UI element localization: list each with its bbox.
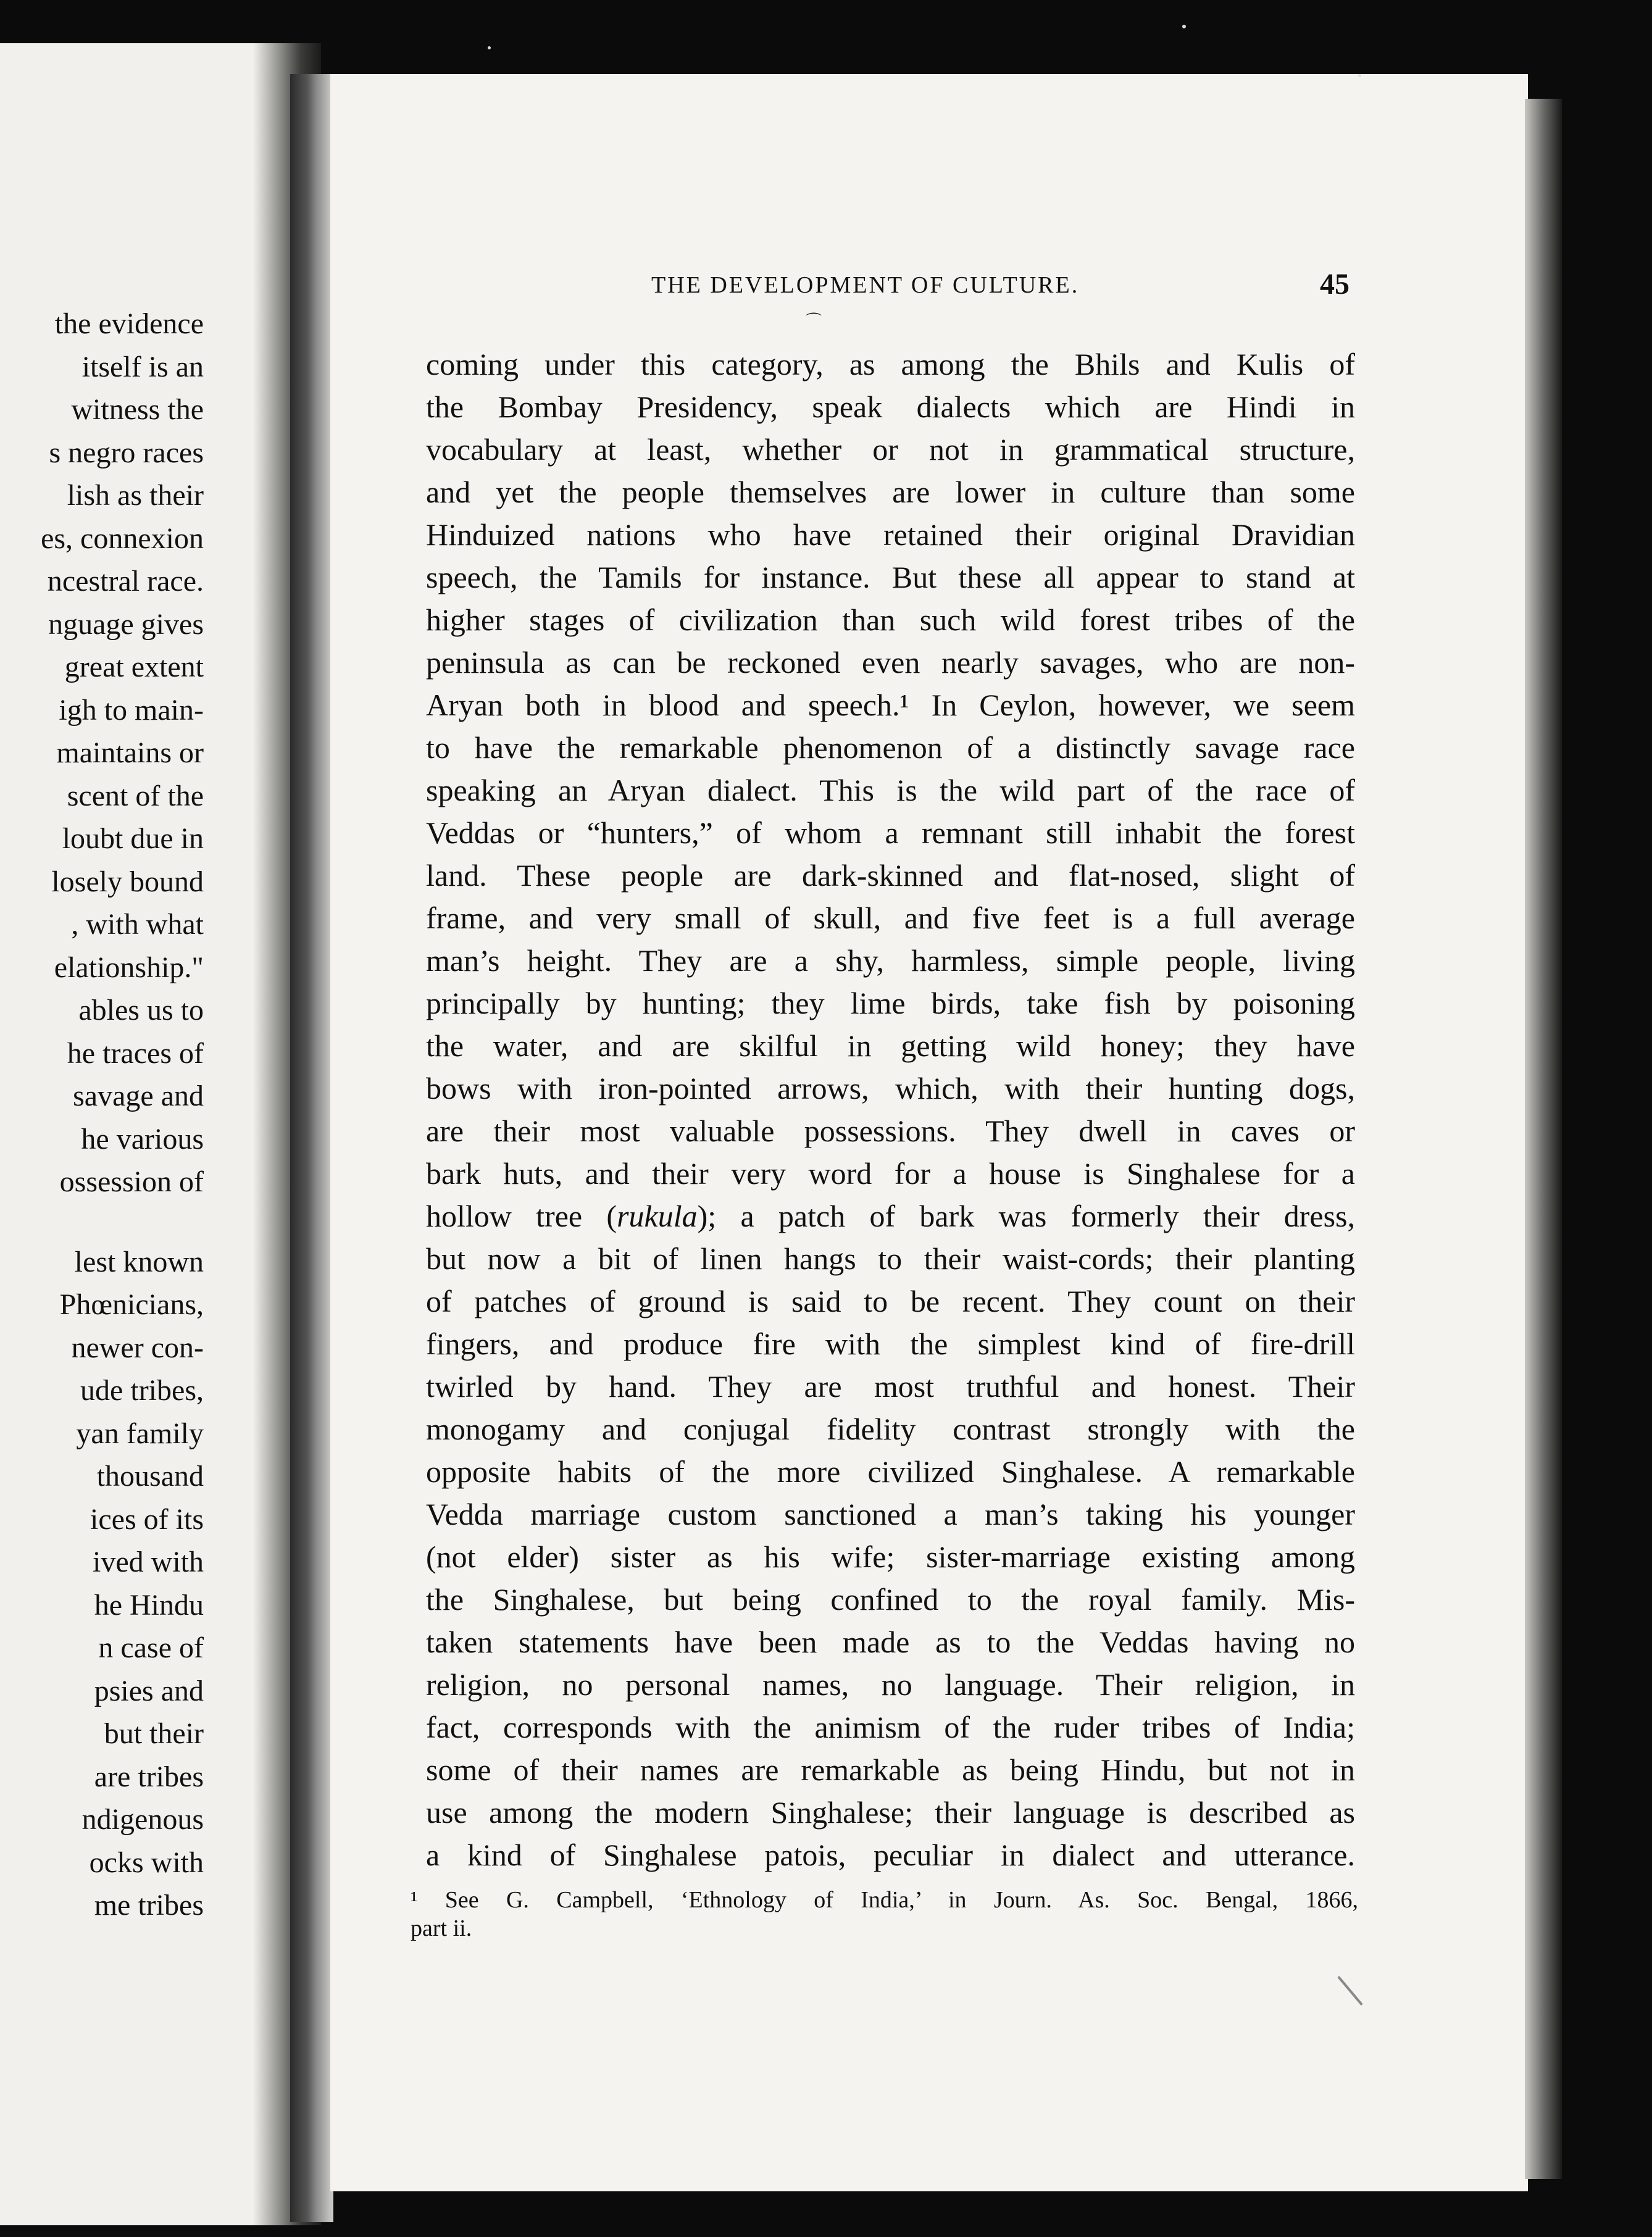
- body-line-text: hollow tree (rukula); a patch of bark was formerly their dress,: [426, 1199, 1356, 1233]
- left-page-line: he traces of: [67, 1036, 204, 1070]
- body-line-text: are their most valuable possessions. They dwell in caves or: [426, 1114, 1355, 1148]
- left-page-line: maintains or: [56, 736, 204, 769]
- body-line-text: bows with iron-pointed arrows, which, with their hunting dogs,: [426, 1071, 1355, 1106]
- body-line-text: peninsula as can be reckoned even nearly savages, who are non-: [426, 645, 1355, 680]
- body-line: [426, 1749, 1355, 1791]
- left-page-line: loubt due in: [62, 822, 204, 855]
- body-line-text: principally by hunting; they lime birds, take fish by poisoning: [426, 986, 1355, 1020]
- left-page-line: but their: [104, 1717, 204, 1750]
- body-line: [426, 1664, 1355, 1706]
- body-line: [426, 428, 1355, 471]
- left-page-line: elationship.": [54, 951, 204, 984]
- body-line-text: fingers, and produce fire with the simplest kind of fire-drill: [426, 1327, 1355, 1361]
- body-line: [426, 812, 1355, 854]
- body-line: [426, 471, 1355, 514]
- left-page-line: es, connexion: [41, 522, 204, 555]
- body-line-text: the Bombay Presidency, speak dialects which are Hindi in: [426, 389, 1355, 424]
- body-line-text: speech, the Tamils for instance. But these all appear to stand at: [426, 560, 1355, 594]
- left-page-line: itself is an: [81, 350, 204, 383]
- body-line: [426, 514, 1355, 556]
- body-line: [426, 1578, 1355, 1621]
- body-line: [426, 1067, 1355, 1110]
- body-line: [426, 343, 1355, 386]
- left-page-line: great extent: [64, 651, 204, 683]
- left-page-line: , with what: [71, 908, 204, 941]
- body-line-text: to have the remarkable phenomenon of a distinctly savage race: [426, 730, 1355, 765]
- left-page-line: s negro races: [49, 436, 204, 469]
- body-line: [426, 1110, 1355, 1152]
- body-line: [426, 556, 1355, 599]
- footnote-line: part ii.: [411, 1915, 472, 1941]
- scan-speck: [1358, 74, 1361, 77]
- body-text: [426, 343, 1355, 1877]
- body-line-text: twirled by hand. They are most truthful and honest. Their: [426, 1369, 1355, 1404]
- body-line: [426, 1791, 1355, 1834]
- left-page-line: Phœnicians,: [59, 1288, 204, 1321]
- body-line: [426, 641, 1355, 684]
- body-line: [426, 1195, 1355, 1238]
- body-line: [426, 1493, 1355, 1536]
- left-page-line: newer con-: [71, 1331, 204, 1364]
- body-line-text: opposite habits of the more civilized Singhalese. A remarkable: [426, 1454, 1355, 1489]
- left-page-line: lest known: [74, 1245, 204, 1278]
- body-line-text: vocabulary at least, whether or not in grammatical structure,: [426, 432, 1355, 467]
- body-line-text: a kind of Singhalese patois, peculiar in dialect and utterance.: [426, 1838, 1355, 1872]
- body-line-text: monogamy and conjugal fidelity contrast strongly with the: [426, 1412, 1355, 1446]
- body-line-text: of patches of ground is said to be recent. They count on their: [426, 1284, 1355, 1318]
- left-page-line: ables us to: [78, 994, 204, 1027]
- book-gutter: [290, 74, 333, 2222]
- body-line-text: (not elder) sister as his wife; sister-marriage existing among: [426, 1539, 1355, 1574]
- left-page-line: n case of: [98, 1631, 204, 1664]
- body-line-text: speaking an Aryan dialect. This is the wild part of the race of: [426, 773, 1355, 807]
- body-line-text: but now a bit of linen hangs to their waist-cords; their planting: [426, 1241, 1355, 1276]
- running-head: THE DEVELOPMENT OF CULTURE.: [651, 272, 1080, 298]
- left-page-line: psies and: [94, 1674, 204, 1707]
- left-page-line: he Hindu: [94, 1588, 204, 1622]
- left-page-line: thousand: [96, 1460, 204, 1493]
- scan-speck: [488, 46, 491, 49]
- body-line-text: Vedda marriage custom sanctioned a man’s taking his younger: [426, 1497, 1355, 1531]
- left-page-line: losely bound: [51, 865, 204, 898]
- body-line-text: fact, corresponds with the animism of the ruder tribes of India;: [426, 1710, 1355, 1744]
- left-page-line: savage and: [73, 1080, 204, 1112]
- body-line: [426, 854, 1355, 897]
- footnote-line: ¹ See G. Campbell, ‘Ethnology of India,’ in Journ. As. Soc. Bengal, 1866,: [411, 1887, 1358, 1913]
- body-line: [426, 1536, 1355, 1578]
- body-line: [426, 1834, 1355, 1877]
- body-line: [426, 684, 1355, 727]
- body-line: [426, 1152, 1355, 1195]
- body-line: [426, 727, 1355, 769]
- body-line-text: use among the modern Singhalese; their language is described as: [426, 1795, 1355, 1830]
- body-line-text: frame, and very small of skull, and five feet is a full average: [426, 901, 1355, 935]
- left-page-line: ived with: [93, 1546, 204, 1578]
- body-line-text: the Singhalese, but being confined to the royal family. Mis-: [426, 1582, 1355, 1617]
- body-line-text: coming under this category, as among the Bhils and Kulis of: [426, 347, 1355, 381]
- body-line: [426, 1365, 1355, 1408]
- body-line-text: and yet the people themselves are lower in culture than some: [426, 475, 1355, 509]
- left-page-line: ude tribes,: [80, 1374, 204, 1407]
- page-number: 45: [1320, 268, 1350, 301]
- scan-speck: [1182, 25, 1186, 28]
- body-line-text: man’s height. They are a shy, harmless, simple people, living: [426, 943, 1355, 978]
- body-line-text: bark huts, and their very word for a house is Singhalese for a: [426, 1156, 1355, 1191]
- left-page-line: me tribes: [94, 1889, 204, 1922]
- body-line-text: Hinduized nations who have retained their original Dravidian: [426, 517, 1355, 552]
- body-line: [426, 769, 1355, 812]
- body-line: [426, 1621, 1355, 1664]
- body-line: [426, 939, 1355, 982]
- body-line-text: religion, no personal names, no language. Their religion, in: [426, 1667, 1355, 1702]
- italic-term: rukula: [617, 1199, 698, 1233]
- left-page-line: [0, 1204, 204, 1241]
- left-page-line: igh to main-: [59, 693, 204, 727]
- left-page-line: yan family: [76, 1417, 204, 1450]
- left-page-line: the evidence: [54, 307, 204, 340]
- left-page-line: ices of its: [90, 1502, 204, 1536]
- body-line: [426, 1025, 1355, 1067]
- body-line: [426, 897, 1355, 939]
- left-page-line: nguage gives: [48, 607, 204, 641]
- left-page-line: scent of the: [67, 779, 204, 812]
- body-line: [426, 1706, 1355, 1749]
- body-line: [426, 1408, 1355, 1451]
- left-page-line: ndigenous: [81, 1803, 204, 1836]
- body-line: [426, 1280, 1355, 1323]
- body-line-text: taken statements have been made as to the Veddas having no: [426, 1625, 1355, 1659]
- left-page-line: ncestral race.: [47, 565, 204, 598]
- body-line-text: Aryan both in blood and speech.¹ In Ceylon, however, we seem: [426, 688, 1355, 722]
- left-page-line: ocks with: [89, 1846, 204, 1879]
- body-line: [426, 386, 1355, 428]
- ornament-mark: ⌒: [806, 312, 822, 330]
- body-line-text: land. These people are dark-skinned and flat-nosed, slight of: [426, 858, 1355, 893]
- body-line: [426, 1451, 1355, 1493]
- body-line-text: the water, and are skilful in getting wild honey; they have: [426, 1028, 1355, 1063]
- left-page-line: ossession of: [59, 1165, 204, 1198]
- body-line: [426, 982, 1355, 1025]
- body-line-text: higher stages of civilization than such wild forest tribes of the: [426, 602, 1355, 637]
- body-line-text: Veddas or “hunters,” of whom a remnant still inhabit the forest: [426, 815, 1355, 850]
- left-page-line: lish as their: [67, 479, 204, 512]
- right-page-edge: [1525, 99, 1562, 2179]
- left-page-line: are tribes: [94, 1760, 204, 1793]
- body-line: [426, 1238, 1355, 1280]
- left-page-text: [0, 302, 204, 1927]
- footnote: [411, 1886, 1358, 1943]
- left-page-line: he various: [81, 1122, 204, 1156]
- body-line: [426, 1323, 1355, 1365]
- left-page-line: witness the: [71, 393, 204, 426]
- body-line: [426, 599, 1355, 641]
- body-line-text: some of their names are remarkable as being Hindu, but not in: [426, 1752, 1355, 1787]
